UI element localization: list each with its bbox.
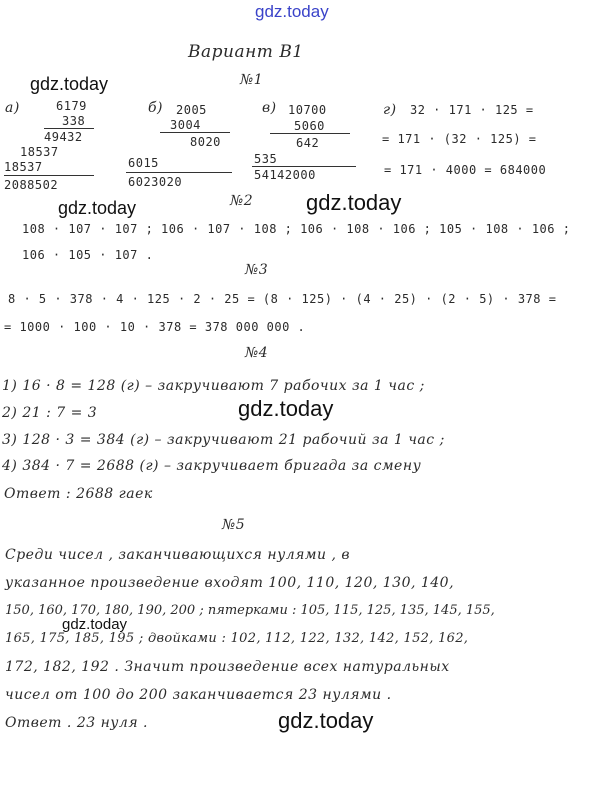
task-5-label: №5 bbox=[222, 517, 246, 533]
task-5-line-1: Среди чисел , заканчивающихся нулями , в bbox=[5, 547, 351, 563]
task-1a-r3: 18537 bbox=[4, 160, 43, 174]
task-4-line-3: 3) 128 · 3 = 384 (г) – закручивают 21 рабочий за 1 час ; bbox=[2, 432, 445, 448]
task-1v-rule-2 bbox=[252, 166, 356, 167]
task-1v-r2: 535 bbox=[254, 152, 278, 166]
task-1v-mark: в) bbox=[262, 100, 277, 116]
task-5-line-2: указанное произведение входят 100, 110, 120, 130, 140, bbox=[5, 575, 455, 591]
variant-heading: Вариант В1 bbox=[188, 42, 304, 62]
task-5-line-3: 150, 160, 170, 180, 190, 200 ; пятерками : 105, 115, 125, 135, 145, 155, bbox=[5, 603, 495, 618]
task-1b-m2: 3004 bbox=[170, 118, 201, 132]
task-1v-r1: 642 bbox=[296, 136, 320, 150]
task-5-line-5: 172, 182, 192 . Значит произведение всех натуральных bbox=[5, 659, 450, 675]
watermark: gdz.today bbox=[62, 616, 128, 633]
task-3-line-1: 8 · 5 · 378 · 4 · 125 · 2 · 25 = (8 · 125) · (4 · 25) · (2 · 5) · 378 = bbox=[8, 292, 557, 306]
task-1b-r1: 8020 bbox=[190, 135, 221, 149]
task-1a-rule bbox=[44, 128, 94, 129]
task-3-line-2: = 1000 · 100 · 10 · 378 = 378 000 000 . bbox=[4, 320, 306, 334]
site-title[interactable]: gdz.today bbox=[255, 2, 329, 21]
task-1b-rule bbox=[160, 132, 230, 133]
task-1g-mark: г) bbox=[383, 102, 397, 118]
task-4-line-1: 1) 16 · 8 = 128 (г) – закручивают 7 рабочих за 1 час ; bbox=[2, 378, 425, 394]
task-2-line-2: 106 · 105 · 107 . bbox=[22, 248, 154, 262]
task-1a-result: 2088502 bbox=[4, 178, 59, 192]
task-1b-m1: 2005 bbox=[176, 103, 207, 117]
task-3-label: №3 bbox=[245, 262, 269, 278]
task-1v-m1: 10700 bbox=[288, 103, 327, 117]
task-1b-rule-2 bbox=[126, 172, 232, 173]
task-5-line-4: 165, 175, 185, 195 ; двойками : 102, 112, 122, 132, 142, 152, 162, bbox=[5, 631, 469, 646]
task-1v-rule bbox=[270, 133, 350, 134]
watermark: gdz.today bbox=[30, 74, 109, 94]
task-2-label: №2 bbox=[230, 193, 254, 209]
task-1g-line-3: = 171 · 4000 = 684000 bbox=[384, 163, 547, 177]
task-4-line-2: 2) 21 : 7 = 3 bbox=[2, 405, 98, 421]
task-1v-m2: 5060 bbox=[294, 119, 325, 133]
task-1a-mark: а) bbox=[5, 100, 20, 116]
task-1a-m1: 6179 bbox=[56, 99, 87, 113]
task-1a-r1: 49432 bbox=[44, 130, 83, 144]
task-4-answer: Ответ : 2688 гаек bbox=[4, 486, 153, 502]
task-5-answer: Ответ . 23 нуля . bbox=[5, 715, 149, 731]
task-1a-m2: 338 bbox=[62, 114, 86, 128]
watermark: gdz.today bbox=[278, 708, 374, 733]
task-2-line-1: 108 · 107 · 107 ; 106 · 107 · 108 ; 106 · 108 · 106 ; 105 · 108 · 106 ; bbox=[22, 222, 571, 236]
task-1g-line-2: = 171 · (32 · 125) = bbox=[382, 132, 537, 146]
task-4-label: №4 bbox=[245, 345, 269, 361]
watermark: gdz.today bbox=[238, 396, 334, 421]
task-1b-result: 6023020 bbox=[128, 175, 183, 189]
task-1b-r2: 6015 bbox=[128, 156, 159, 170]
task-1v-result: 54142000 bbox=[254, 168, 316, 182]
watermark: gdz.today bbox=[306, 190, 402, 215]
task-4-line-4: 4) 384 · 7 = 2688 (г) – закручивает бригада за смену bbox=[2, 458, 422, 474]
task-1a-r2: 18537 bbox=[20, 145, 59, 159]
watermark: gdz.today bbox=[58, 198, 137, 218]
task-1b-mark: б) bbox=[148, 100, 164, 116]
task-1a-rule-2 bbox=[4, 175, 94, 176]
task-5-line-6: чисел от 100 до 200 заканчивается 23 нулями . bbox=[5, 687, 392, 703]
task-1g-line-1: 32 · 171 · 125 = bbox=[410, 103, 534, 117]
task-1-label: №1 bbox=[240, 72, 264, 88]
